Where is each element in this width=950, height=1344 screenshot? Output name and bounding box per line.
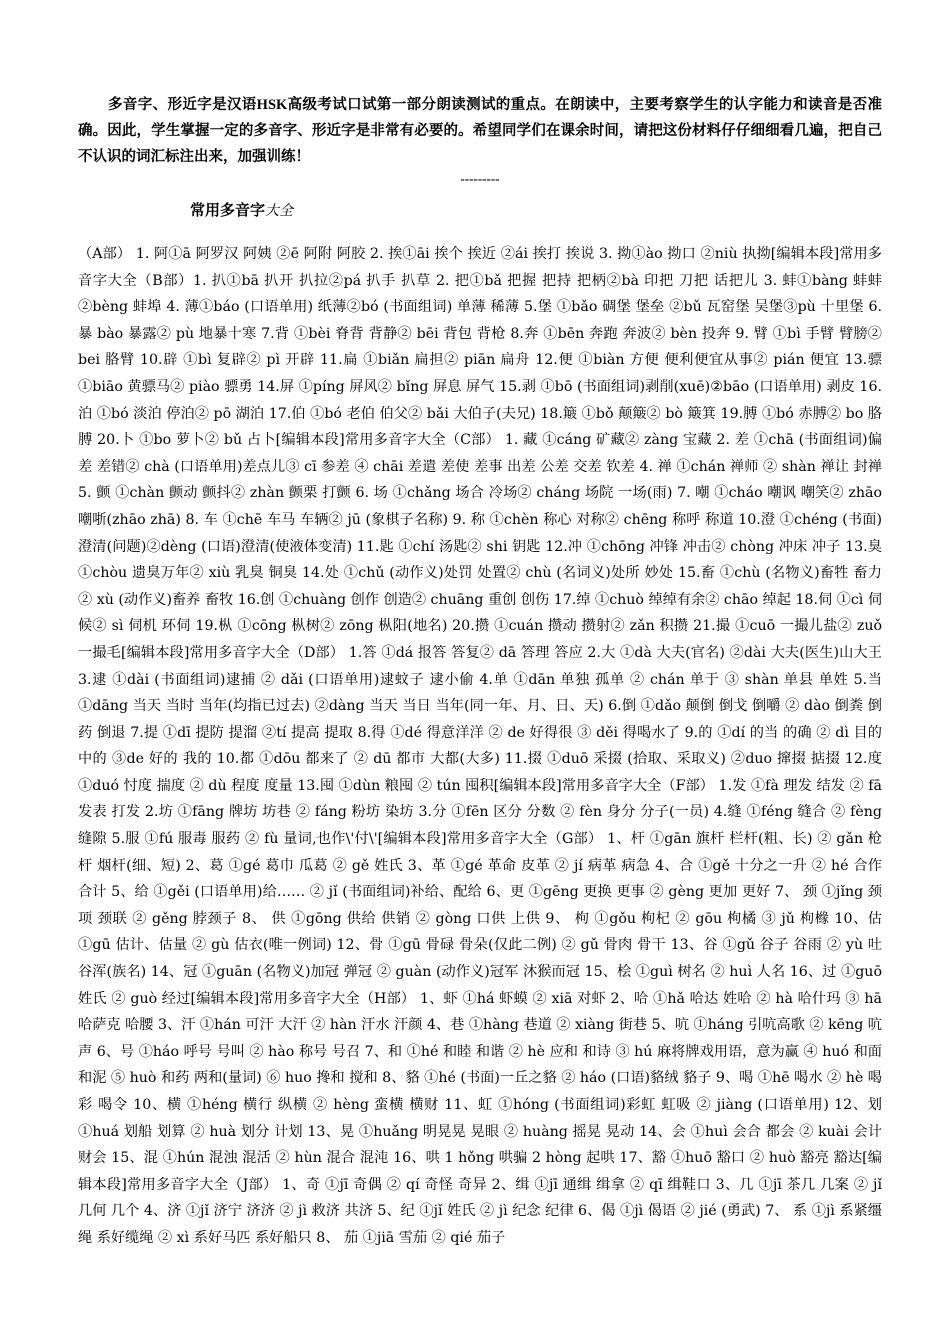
section-title bbox=[190, 198, 882, 225]
body-text: （A部） 1. 阿①ā 阿罗汉 阿姨 ②ē 阿附 阿胶 2. 挨①āi 挨个 挨近 ②ái 挨打 挨说 3. 拗①ào 拗口 ②niù 执拗[编辑本段]常用多音字大全（B部）1. 扒①bā 扒开 扒拉②pá 扒手 扒草 2. 把①bǎ 把握 把持 把柄②bà 印把 刀把 话把儿 3. 蚌①bàng 蚌蚌②bèng 蚌埠 4. 薄①báo (口语单用) 纸薄②bó (书面组词) 单薄 稀薄 5.堡 ①bǎo 碉堡 堡垒 ②bǔ 瓦窑堡 吴堡③pù 十里堡 6.暴 bào 暴露② pù 地暴十寒 7.背 ①bèi 脊背 背静② bēi 背包 背枪 8.奔 ①bēn 奔跑 奔波② bèn 投奔 9. 臂 ①bì 手臂 臂膀② bei 胳臂 10.辟 ①bì 复辟② pì 开辟 11.扁 ①biǎn 扁担② piān 扁舟 12.便 ①biàn 方便 便利便宜从事② pián 便宜 13.骠 ①biāo 黄骠马② piào 骠勇 14.屏 ①píng 屏风② bǐng 屏息 屏气 15.剥 ①bō (书面组词)剥削(xuē)②bāo (口语单用) 剥皮 16.泊 ①bó 淡泊 停泊② pō 湖泊 17.伯 ①bó 老伯 伯父② bǎi 大伯子(夫兄) 18.簸 ①bǒ 颠簸② bò 簸箕 19.膊 ①bó 赤膊② bo 胳膊 20.卜 ①bo 萝卜② bǔ 占卜[编辑本段]常用多音字大全（C部） 1. 藏 ①cáng 矿藏② zàng 宝藏 2. 差 ①chā (书面组词)偏差 差错② chà (口语单用)差点儿③ cī 参差 ④ chāi 差遣 差使 差事 出差 公差 交差 钦差 4. 禅 ①chán 禅师 ② shàn 禅让 封禅 5. 颤 ①chàn 颤动 颤抖② zhàn 颤栗 打颤 6. 场 ①chǎng 场合 冷场② cháng 场院 一场(雨) 7. 嘲 ①cháo 嘲讽 嘲笑② zhāo 嘲哳(zhāo zhā) 8. 车 ①chē 车马 车辆② jū (象棋子名称) 9. 称 ①chèn 称心 对称② chēng 称呼 称道 10.澄 ①chéng (书面)澄清(问题)②dèng (口语)澄清(使液体变清) 11.匙 ①chí 汤匙② shi 钥匙 12.冲 ①chōng 冲锋 冲击② chòng 冲床 冲子 13.臭 ①chòu 遗臭万年② xiù 乳臭 铜臭 14.处 ①chǔ (动作义)处罚 处置② chù (名词义)处所 妙处 15.畜 ①chù (名物义)畜牲 畜力② xù (动作义)畜养 畜牧 16.创 ①chuàng 创作 创造② chuāng 重创 创伤 17.绰 ①chuò 绰绰有余② chāo 绰起 18.伺 ①cì 伺候② sì 伺机 环伺 19.枞 ①cōng 枞树② zōng 枞阳(地名) 20.攒 ①cuán 攒动 攒射② zǎn 积攒 21.撮 ①cuō 一撮儿盐② zuǒ 一撮毛[编辑本段]常用多音字大全（D部） 1.答 ①dá 报答 答复② dā 答理 答应 2.大 ①dà 大夫(官名) ②dài 大夫(医生)山大王 3.逮 ①dài (书面组词)逮捕 ② dǎi (口语单用)逮蚊子 逮小偷 4.单 ①dān 单独 孤单 ② chán 单于 ③ shàn 单县 单姓 5.当 ①dāng 当天 当时 当年(均指已过去) ②dàng 当天 当日 当年(同一年、月、日、天) 6.倒 ①dǎo 颠倒 倒戈 倒嚼 ② dào 倒粪 倒药 倒退 7.提 ①dī 提防 提溜 ②tí 提高 提取 8.得 ①dé 得意洋洋 ② de 好得很 ③ děi 得喝水了 9.的 ①dí 的当 的确 ② dì 目的 中的 ③de 好的 我的 10.都 ①dōu 都来了 ② dū 都市 大都(大多) 11.掇 ①duō 采掇 (拾取、采取义) ②duo 撺掇 掂掇 12.度 ①duó 忖度 揣度 ② dù 程度 度量 13.囤 ①dùn 粮囤 ② tún 囤积[编辑本段]常用多音字大全（F部） 1.发 ①fà 理发 结发 ② fā 发表 打发 2.坊 ①fāng 牌坊 坊巷 ② fáng 粉坊 染坊 3.分 ①fēn 区分 分数 ② fèn 身分 分子(一员) 4.缝 ①féng 缝合 ② fèng 缝隙 5.服 ①fú 服毒 服药 ② fù 量词,也作\'付\'[编辑本段]常用多音字大全（G部） 1、杆 ①gān 旗杆 栏杆(粗、长) ② gǎn 枪杆 烟杆(细、短) 2、葛 ①gé 葛巾 瓜葛 ② gě 姓氏 3、革 ①gé 革命 皮革 ② jí 病革 病急 4、合 ①gě 十分之一升 ② hé 合作 合计 5、给 ①gěi (口语单用)给…… ② jǐ (书面组词)补给、配给 6、更 ①gēng 更换 更事 ② gèng 更加 更好 7、 颈 ①jǐng 颈项 颈联 ② gěng 脖颈子 8、 供 ①gōng 供给 供销 ② gòng 口供 上供 9、 枸 ①gǒu 枸杞 ② gōu 枸橘 ③ jǔ 枸橼 10、估 ①gū 估计、估量 ② gù 估衣(唯一例词) 12、骨 ①gū 骨碌 骨朵(仅此二例) ② gǔ 骨肉 骨干 13、谷 ①gǔ 谷子 谷雨 ② yù 吐谷浑(族名) 14、冠 ①guān (名物义)加冠 弹冠 ② guàn (动作义)冠军 沐猴而冠 15、桧 ①guì 树名 ② huì 人名 16、过 ①guō 姓氏 ② guò 经过[编辑本段]常用多音字大全（H部） 1、虾 ①há 虾蟆 ② xiā 对虾 2、哈 ①hǎ 哈达 姓哈 ② hà 哈什玛 ③ hā 哈萨克 哈腰 3、汗 ①hán 可汗 大汗 ② hàn 汗水 汗颜 4、巷 ①hàng 巷道 ② xiàng 街巷 5、吭 ①háng 引吭高歌 ② kēng 吭声 6、号 ①háo 呼号 号叫 ② hào 称号 号召 7、和 ①hé 和睦 和谐 ② hè 应和 和诗 ③ hú 麻将牌戏用语，意为赢 ④ huó 和面 和泥 ⑤ huò 和药 两和(量词) ⑥ huo 搀和 搅和 8、貉 ①hé (书面)一丘之貉 ② háo (口语)貉绒 貉子 9、喝 ①hē 喝水 ② hè 喝彩 喝令 10、横 ①héng 横行 纵横 ② hèng 蛮横 横财 11、虹 ①hóng (书面组词)彩虹 虹吸 ② jiàng (口语单用) 12、划 ①huá 划船 划算 ② huà 划分 计划 13、晃 ①huǎng 明晃晃 晃眼 ② huàng 摇晃 晃动 14、会 ①huì 会合 都会 ② kuài 会计 财会 15、混 ①hún 混浊 混活 ② hùn 混合 混沌 16、哄 1 hǒng 哄骗 2 hòng 起哄 17、豁 ①huō 豁口 ② huò 豁亮 豁达[编辑本段]常用多音字大全（J部） 1、奇 ①jī 奇偶 ② qí 奇怪 奇异 2、缉 ①jī 通缉 缉拿 ② qī 缉鞋口 3、几 ①jī 茶几 几案 ② jǐ 几何 几个 4、济 ①jǐ 济宁 济济 ② jì 救济 共济 5、纪 ①jǐ 姓氏 ② jì 纪念 纪律 6、偈 ①jì 偈语 ② jié (勇武) 7、 系 ①jì 系紧缰绳 系好缆绳 ② xì 系好马匹 系好船只 8、 茄 ①jiā 雪茄 ② qié 茄子 bbox=[78, 246, 883, 1246]
section-title-main: 常用多音字 bbox=[190, 203, 266, 219]
section-title-suffix: 大全 bbox=[265, 204, 294, 219]
document-page bbox=[78, 0, 882, 1252]
intro-paragraph: 多音字、形近字是汉语HSK高级考试口试第一部分朗读测试的重点。在朗读中，主要考察学生的认字能力和读音是否准确。因此，学生掌握一定的多音字、形近字是非常有必要的。希望同学们在课余时间，请把这份材料仔仔细细看几遍，把自己不认识的词汇标注出来，加强训练！ bbox=[78, 97, 882, 165]
separator-line: --------- bbox=[460, 171, 500, 186]
